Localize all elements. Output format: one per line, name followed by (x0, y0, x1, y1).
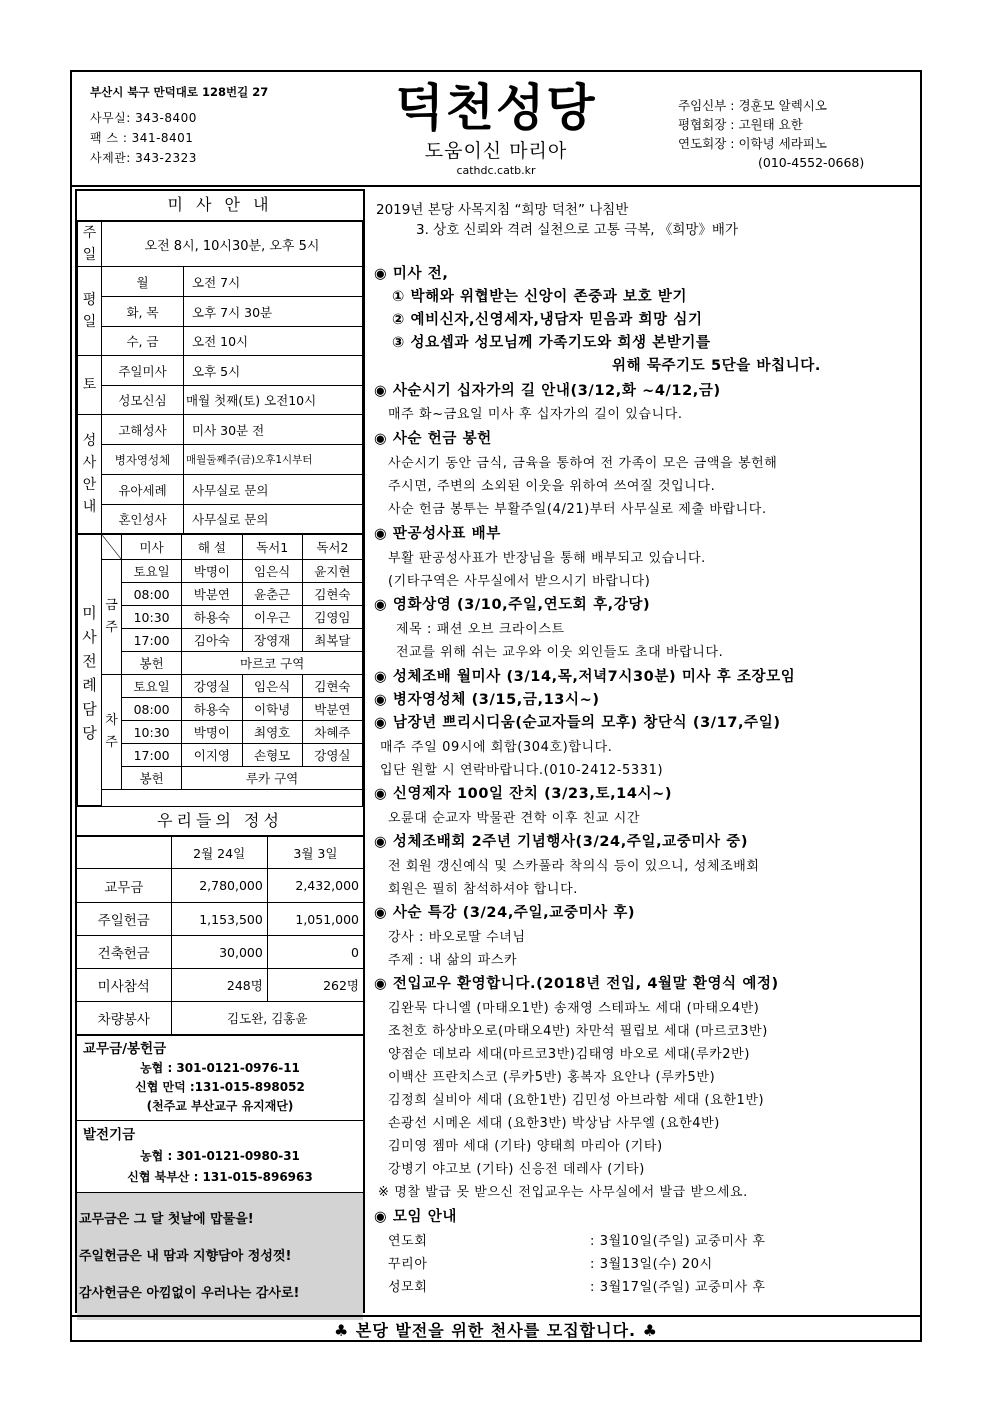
offering-date: 3월 3일 (267, 837, 363, 869)
offering-value: 2,780,000 (171, 869, 267, 903)
staff-list (678, 96, 864, 172)
notices (374, 263, 922, 1293)
notice-text: 부활 판공성사표가 반장님을 통해 배부되고 있습니다. (388, 551, 706, 566)
notice-heading: 위해 묵주기도 5단을 바칩니다. (612, 358, 822, 374)
offering-district: 루카 구역 (182, 767, 363, 790)
duty-cell: 17:00 (122, 629, 182, 652)
notice-text: 성모회 (388, 1280, 428, 1295)
car-service-names: 김도완, 김홍윤 (171, 1002, 363, 1035)
offering-row-label: 교무금 (77, 869, 171, 903)
duty-header: 해 설 (182, 535, 242, 560)
duty-cell: 17:00 (122, 744, 182, 767)
offering-row-label: 주일헌금 (77, 903, 171, 936)
duty-cell: 김영임 (302, 606, 362, 629)
notice-text: 김미영 젬마 세대 (기타) 양태희 마리아 (기타) (388, 1139, 663, 1154)
duty-header: 미사 (122, 535, 182, 560)
duty-cell: 강영실 (182, 675, 242, 698)
duty-header: 독서1 (242, 535, 302, 560)
account-line: (천주교 부산교구 유지재단) (146, 1099, 294, 1113)
offering-date: 2월 24일 (171, 837, 267, 869)
notice-text: 매주 주일 09시에 회합(304호)합니다. (380, 740, 613, 755)
notice-text: 손광선 시메온 세대 (요한3반) 박상남 사무엘 (요한4반) (388, 1116, 720, 1131)
sacrament-label: 성사안내 (78, 415, 102, 534)
slogan: 교무금은 그 달 첫날에 맙물을! (79, 1212, 254, 1227)
weekday-day: 수, 금 (102, 327, 184, 356)
sunday-times: 오전 8시, 10시30분, 오후 5시 (102, 222, 363, 267)
staff-pastor: 주임신부 : 경훈모 알렉시오 (678, 98, 827, 113)
sacrament-item: 혼인성사 (102, 505, 184, 534)
duty-cell: 윤춘근 (242, 583, 302, 606)
duty-cell: 김현숙 (302, 583, 362, 606)
pastoral-guideline: 2019년 본당 사목지침 “희망 덕천” 나침반 (376, 202, 629, 218)
liturgy-duty-table (77, 534, 363, 806)
notice-text: ※ 명찰 발급 못 받으신 전입교우는 사무실에서 발급 받으세요. (378, 1185, 748, 1200)
offering-title: 우리들의 정성 (77, 806, 363, 836)
notice-text: 연도회 (388, 1234, 428, 1249)
notice-text: 매주 화~금요일 미사 후 십자가의 길이 있습니다. (388, 407, 683, 422)
staff-yeondo: 연도회장 : 이학녕 세라피노 (678, 136, 827, 151)
duty-cell: 박분연 (182, 583, 242, 606)
weekday-time: 오후 7시 30분 (184, 297, 363, 327)
slogan: 주일헌금은 내 땀과 지향담아 정성껏! (79, 1249, 292, 1264)
offering-label: 봉헌 (122, 767, 182, 790)
next-week-label: 차주 (102, 675, 122, 790)
duty-cell: 김아숙 (182, 629, 242, 652)
mass-schedule-table (77, 221, 363, 534)
duty-cell: 차혜주 (302, 721, 362, 744)
offering-district: 마르코 구역 (182, 652, 363, 675)
offering-label: 봉헌 (122, 652, 182, 675)
duty-cell: 박분연 (302, 698, 362, 721)
saturday-item: 성모신심 (102, 386, 184, 415)
duty-cell: 박명이 (182, 560, 242, 583)
offering-row-label: 건축헌금 (77, 936, 171, 969)
notice-text: 사순시기 동안 금식, 금육을 통하여 전 가족이 모은 금액을 봉헌해 (388, 456, 778, 471)
spacer (102, 800, 363, 806)
mass-guide-title: 미 사 안 내 (77, 191, 363, 221)
notice-heading: ◉ 미사 전, (374, 266, 449, 282)
offering-value: 30,000 (171, 936, 267, 969)
notice-text: 주제 : 내 삶의 파스카 (388, 953, 518, 968)
sacrament-info: 매월둘째주(금)오후1시부터 (184, 445, 363, 475)
duty-cell: 이지영 (182, 744, 242, 767)
account-line: 신협 북부산 : 131-015-896963 (127, 1170, 313, 1184)
sacrament-info: 사무실로 문의 (184, 505, 363, 534)
notice-text: 전교를 위해 쉬는 교우와 이웃 외인들도 초대 바랍니다. (396, 645, 724, 660)
account-heading: 교무금/봉헌금 (83, 1041, 167, 1057)
duty-cell: 임은식 (242, 675, 302, 698)
offering-table (77, 836, 363, 1035)
this-week-label: 금주 (102, 560, 122, 675)
duty-cell: 장영재 (242, 629, 302, 652)
notice-heading: ◉ 전입교우 환영합니다.(2018년 전입, 4월말 환영식 예정) (374, 976, 779, 992)
account-info (77, 1035, 363, 1120)
church-title: 덕천성당 (395, 79, 597, 137)
offering-value: 2,432,000 (267, 869, 363, 903)
staff-council: 평협회장 : 고원태 요한 (678, 117, 803, 132)
right-column (374, 189, 922, 1313)
saturday-time: 매월 첫째(토) 오전10시 (184, 386, 363, 415)
notice-heading: ◉ 사순 헌금 봉헌 (374, 431, 492, 447)
notice-text: 꾸리아 (388, 1257, 428, 1272)
sacrament-item: 유아세례 (102, 475, 184, 505)
car-service-label: 차량봉사 (77, 1002, 171, 1035)
saturday-time: 오후 5시 (184, 356, 363, 386)
sacrament-info: 사무실로 문의 (184, 475, 363, 505)
duty-cell: 최복달 (302, 629, 362, 652)
notice-text: 강사 : 바오로딸 수녀님 (388, 930, 526, 945)
duty-cell: 김현숙 (302, 675, 362, 698)
notice-text: 양점순 데보라 세대(마르코3반)김태영 바오로 세대(루카2반) (388, 1047, 750, 1062)
account-heading: 발전기금 (83, 1127, 136, 1143)
notice-text: 입단 원할 시 연락바랍니다.(010-2412-5331) (380, 763, 664, 778)
notice-heading: ① 박해와 위협받는 신앙이 존중과 보호 받기 (392, 289, 688, 305)
weekday-day: 화, 목 (102, 297, 184, 327)
notice-text: (기타구역은 사무실에서 받으시기 바랍니다) (388, 574, 651, 589)
duty-cell: 박명이 (182, 721, 242, 744)
duty-cell: 하용숙 (182, 698, 242, 721)
saturday-item: 주일미사 (102, 356, 184, 386)
offering-value: 0 (267, 936, 363, 969)
duty-cell: 10:30 (122, 606, 182, 629)
duty-header: 독서2 (302, 535, 362, 560)
offering-row-label: 미사참석 (77, 969, 171, 1002)
notice-text: 주시면, 주변의 소외된 이웃을 위하여 쓰여질 것입니다. (388, 479, 716, 494)
notice-heading: ◉ 모임 안내 (374, 1209, 457, 1225)
account-line: 신협 만덕 :131-015-898052 (135, 1080, 305, 1094)
offering-value: 1,051,000 (267, 903, 363, 936)
duty-cell: 토요일 (122, 675, 182, 698)
slogan: 감사헌금은 아낌없이 우러나는 감사로! (79, 1286, 300, 1301)
duty-cell: 이학녕 (242, 698, 302, 721)
notice-heading: ◉ 성체조배 월미사 (3/14,목,저녁7시30분) 미사 후 조장모임 (374, 669, 796, 685)
notice-heading: ◉ 사순시기 십자가의 길 안내(3/12,화 ~4/12,금) (374, 383, 721, 399)
church-url: cathdc.catb.kr (456, 164, 536, 177)
sacrament-item: 병자영성체 (102, 445, 184, 475)
duty-cell: 강영실 (302, 744, 362, 767)
duty-cell: 08:00 (122, 583, 182, 606)
duty-cell: 윤지현 (302, 560, 362, 583)
notice-heading: ◉ 영화상영 (3/10,주일,연도회 후,강당) (374, 597, 651, 613)
notice-text: 이백산 프란치스코 (루카5반) 홍복자 요안나 (루카5반) (388, 1070, 716, 1085)
phone-rectory: 사제관: 343-2323 (90, 151, 197, 165)
offering-value: 1,153,500 (171, 903, 267, 936)
left-column (75, 189, 365, 1313)
duty-cell: 08:00 (122, 698, 182, 721)
phone-fax: 팩 스 : 341-8401 (90, 131, 194, 145)
staff-yeondo-phone: (010-4552-0668) (758, 155, 865, 170)
notice-text: 강병기 야고보 (기타) 신응전 데레사 (기타) (388, 1162, 645, 1177)
header (72, 72, 920, 187)
notice-text: 제목 : 패션 오브 크라이스트 (396, 622, 565, 637)
spacer (102, 790, 363, 800)
notice-text: 오륜대 순교자 박물관 견학 이후 친교 시간 (388, 811, 641, 826)
blank-cell (77, 837, 171, 869)
notice-text: : 3월13일(수) 20시 (590, 1257, 713, 1272)
weekday-time: 오전 10시 (184, 327, 363, 356)
saturday-label: 토 (78, 356, 102, 415)
notice-heading: ◉ 판공성사표 배부 (374, 526, 501, 542)
notice-text: 김정희 실비아 세대 (요한1반) 김민성 아브라함 세대 (요한1반) (388, 1093, 765, 1108)
offering-value: 248명 (171, 969, 267, 1002)
sacrament-item: 고해성사 (102, 415, 184, 445)
offering-value: 262명 (267, 969, 363, 1002)
sunday-label: 주일 (78, 222, 102, 267)
phone-office: 사무실: 343-8400 (90, 111, 197, 125)
weekday-time: 오전 7시 (184, 267, 363, 297)
duty-cell: 임은식 (242, 560, 302, 583)
church-subtitle: 도움이신 마리아 (424, 140, 568, 162)
duty-cell: 이우근 (242, 606, 302, 629)
weekday-label: 평일 (78, 267, 102, 356)
diagonal-cell (102, 535, 122, 560)
account-line: 농협 : 301-0121-0976-11 (140, 1061, 300, 1075)
weekday-day: 월 (102, 267, 184, 297)
account-line: 농협 : 301-0121-0980-31 (140, 1149, 300, 1163)
fund-account-info (77, 1120, 363, 1192)
pastoral-guideline-sub: 3. 상호 신뢰와 격려 실천으로 고통 극복, 《희망》배가 (416, 222, 738, 238)
notice-heading: ② 예비신자,신영세자,냉담자 믿음과 희망 심기 (392, 312, 703, 328)
duty-label: 미사전례담당 (78, 535, 102, 806)
notice-text: 사순 헌금 봉투는 부활주일(4/21)부터 사무실로 제출 바랍니다. (388, 502, 767, 517)
notice-text: : 3월10일(주일) 교중미사 후 (590, 1234, 766, 1249)
sacrament-info: 미사 30분 전 (184, 415, 363, 445)
slogans-box (77, 1192, 363, 1320)
duty-cell: 하용숙 (182, 606, 242, 629)
notice-text: 김완묵 다니엘 (마태오1반) 송재영 스테파노 세대 (마태오4반) (388, 1001, 760, 1016)
notice-heading: ③ 성요셉과 성모님께 가족기도와 희생 본받기를 (392, 335, 711, 351)
duty-cell: 10:30 (122, 721, 182, 744)
notice-text: 전 회원 갱신예식 및 스카풀라 착의식 등이 있으니, 성체조배회 (388, 859, 760, 874)
duty-cell: 토요일 (122, 560, 182, 583)
notice-text: 회원은 필히 참석하셔야 합니다. (388, 882, 578, 897)
duty-cell: 최영호 (242, 721, 302, 744)
notice-text: : 3월17일(주일) 교중미사 후 (590, 1280, 766, 1295)
duty-cell: 손형모 (242, 744, 302, 767)
notice-heading: ◉ 남장년 쁘리시디움(순교자들의 모후) 창단식 (3/17,주일) (374, 715, 781, 731)
footer-banner: ♣ 본당 발전을 위한 천사를 모집합니다. ♣ (72, 1315, 920, 1342)
notice-heading: ◉ 성체조배회 2주년 기념행사(3/24,주일,교중미사 중) (374, 834, 749, 850)
notice-heading: ◉ 신영제자 100일 잔치 (3/23,토,14시~) (374, 786, 673, 802)
notice-heading: ◉ 사순 특강 (3/24,주일,교중미사 후) (374, 905, 636, 921)
notice-text: 조천호 하상바오로(마태오4반) 차만석 필립보 세대 (마르코3반) (388, 1024, 768, 1039)
notice-heading: ◉ 병자영성체 (3/15,금,13시~) (374, 692, 600, 708)
bulletin-page (70, 70, 922, 1342)
church-address: 부산시 북구 만덕대로 128번길 27 (90, 85, 269, 99)
